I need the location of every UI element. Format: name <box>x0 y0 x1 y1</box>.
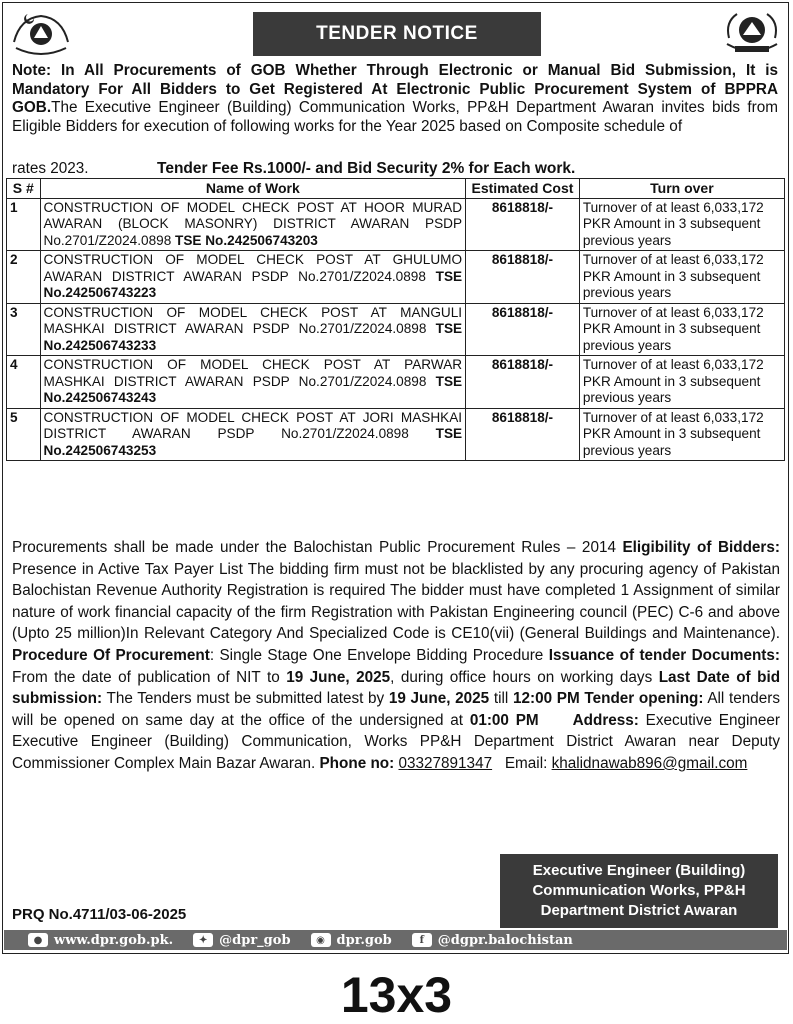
table-row <box>7 408 785 461</box>
tender-fee: Tender Fee Rs.1000/- and Bid Security 2% for Each work. <box>157 160 576 177</box>
row-cost: 8618818/- <box>466 303 580 356</box>
issuance-label: Issuance of tender Documents: <box>548 646 780 664</box>
last-date-date: 19 June, 2025 <box>388 690 490 708</box>
department-emblem-icon <box>721 8 783 56</box>
rates-year: rates 2023. <box>12 160 89 177</box>
eligibility-label: Eligibility of Bidders: <box>622 539 780 556</box>
row-turnover: Turnover of at least 6,033,172 PKR Amount in 3 subsequent previous years <box>579 356 784 409</box>
twitter-icon: ✦ <box>193 933 213 947</box>
table-row <box>7 251 785 304</box>
email-link[interactable]: khalidnawab896@gmail.com <box>551 754 748 772</box>
registration-note: Note: In All Procurements of GOB Whether Through Electronic or Manual Bid Submission, It is Mandatory For All Bidders to Get Registered At Electronic Public Procurement System of BPPRA GOB. <box>12 62 778 117</box>
row-sn: 1 <box>7 198 41 251</box>
signature-line3: Department District Awaran <box>540 902 738 919</box>
row-turnover: Turnover of at least 6,033,172 PKR Amount in 3 subsequent previous years <box>579 198 784 251</box>
row-cost: 8618818/- <box>466 198 580 251</box>
col-cost: Estimated Cost <box>466 179 580 199</box>
row-cost: 8618818/- <box>466 251 580 304</box>
opening-time: 01:00 PM <box>469 711 539 729</box>
row-sn: 5 <box>7 408 41 461</box>
instagram-text: dpr.gob <box>336 932 392 948</box>
address-label: Address: <box>572 711 639 729</box>
ad-size-tag: 13x3 <box>340 967 453 1023</box>
col-turnover: Turn over <box>579 179 784 199</box>
website-text: www.dpr.gob.pk. <box>54 932 174 948</box>
footer-instagram[interactable] <box>311 933 392 948</box>
email-label: Email: <box>504 754 548 772</box>
instagram-icon: ◉ <box>311 933 331 947</box>
eligibility-text: Presence in Active Tax Payer List The bidding firm must not be blacklisted by any procuring agency of Pakistan Balochistan Revenue Authority Registration is required The bidder must have completed 1 Assignment of similar nature of work financial capacity of the firm Registration with Pakistan Engineering council (PEC) C-6 and above (Upto 25 million)In Relevant Category And Specialized Code is CE10(vii) (General Buildings and Maintenance). <box>12 560 780 643</box>
facebook-text: @dgpr.balochistan <box>437 932 573 948</box>
phone-link[interactable]: 03327891347 <box>398 754 493 772</box>
invitation-text: The Executive Engineer (Building) Communication Works, PP&H Department Awaran invites bids from Eligible Bidders for execution of following works for the Year 2025 based on Composite schedule of <box>12 99 778 135</box>
col-sn: S # <box>7 179 41 199</box>
last-date-label: Last Date of bid submission: <box>12 668 781 708</box>
last-date-text: The Tenders must be submitted latest by <box>106 690 385 708</box>
row-cost: 8618818/- <box>466 356 580 409</box>
work-name: CONSTRUCTION OF MODEL CHECK POST AT HOOR MURAD AWARAN (BLOCK MASONRY) DISTRICT AWARAN PSDP No.2701/Z2024.0898 <box>43 199 463 248</box>
footer-twitter[interactable] <box>193 933 290 948</box>
row-name <box>40 356 466 409</box>
facebook-icon: f <box>412 933 432 947</box>
notice-frame <box>2 2 789 954</box>
procedure-label: Procedure Of Procurement <box>12 646 210 664</box>
issuance-date: 19 June, 2025 <box>286 668 391 686</box>
last-date-till: till <box>493 690 509 708</box>
signature-line2: Communication Works, PP&H <box>532 882 746 899</box>
footer-bar <box>4 930 787 950</box>
tse-number: TSE No.242506743253 <box>43 426 463 458</box>
tse-number: TSE No.242506743223 <box>43 268 463 300</box>
phone-label: Phone no: <box>319 754 395 772</box>
work-name: CONSTRUCTION OF MODEL CHECK POST AT MANGULI MASHKAI DISTRICT AWARAN PSDP No.2701/Z2024.0898 <box>43 304 463 336</box>
footer-website[interactable] <box>28 933 173 948</box>
table-row <box>7 303 785 356</box>
globe-icon: ● <box>28 933 48 947</box>
issuance-text: From the date of publication of NIT to <box>12 668 280 686</box>
tse-number: TSE No.242506743243 <box>43 373 463 405</box>
row-sn: 3 <box>7 303 41 356</box>
work-name: CONSTRUCTION OF MODEL CHECK POST AT PARWAR MASHKAI DISTRICT AWARAN PSDP No.2701/Z2024.0898 <box>43 357 463 389</box>
twitter-text: @dpr_gob <box>219 932 291 948</box>
signature-line1: Executive Engineer (Building) <box>532 862 746 879</box>
row-cost: 8618818/- <box>466 408 580 461</box>
opening-text: All tenders will be opened on same day at the office of the undersigned at <box>12 690 781 729</box>
row-turnover: Turnover of at least 6,033,172 PKR Amount in 3 subsequent previous years <box>579 251 784 304</box>
row-name <box>40 251 466 304</box>
row-name <box>40 408 466 461</box>
works-table <box>6 178 785 461</box>
row-turnover: Turnover of at least 6,033,172 PKR Amount in 3 subsequent previous years <box>579 408 784 461</box>
row-sn: 2 <box>7 251 41 304</box>
procedure-text: : Single Stage One Envelope Bidding Procedure <box>209 646 544 664</box>
rules-text: Procurements shall be made under the Balochistan Public Procurement Rules – 2014 <box>12 539 616 556</box>
col-name: Name of Work <box>40 179 466 199</box>
tse-number: TSE No.242506743203 <box>175 232 318 248</box>
row-sn: 4 <box>7 356 41 409</box>
table-row <box>7 356 785 409</box>
balochistan-emblem-icon <box>10 8 72 56</box>
row-name <box>40 303 466 356</box>
address-text: Executive Engineer Executive Engineer (Building) Communication, Works PP&H Department District Awaran near Deputy Commissioner Complex Main Bazar Awaran. <box>12 711 781 772</box>
terms-paragraph <box>12 537 780 775</box>
last-date-time: 12:00 PM <box>512 690 580 708</box>
row-turnover: Turnover of at least 6,033,172 PKR Amount in 3 subsequent previous years <box>579 303 784 356</box>
notice-title: TENDER NOTICE <box>253 12 541 56</box>
tse-number: TSE No.242506743233 <box>43 321 463 353</box>
prq-number: PRQ No.4711/03-06-2025 <box>12 906 187 923</box>
work-name: CONSTRUCTION OF MODEL CHECK POST AT JORI MASHKAI DISTRICT AWARAN PSDP No.2701/Z2024.0898 <box>43 409 463 441</box>
intro-paragraph <box>12 62 778 136</box>
table-header-row <box>7 179 785 199</box>
footer-facebook[interactable] <box>412 933 573 948</box>
row-name <box>40 198 466 251</box>
issuance-tail: , during office hours on working days <box>390 668 653 686</box>
work-name: CONSTRUCTION OF MODEL CHECK POST AT GHULUMO AWARAN DISTRICT AWARAN PSDP No.2701/Z2024.0898 <box>43 252 463 284</box>
opening-label: Tender opening: <box>584 690 704 708</box>
table-row <box>7 198 785 251</box>
signature-block <box>500 854 778 928</box>
